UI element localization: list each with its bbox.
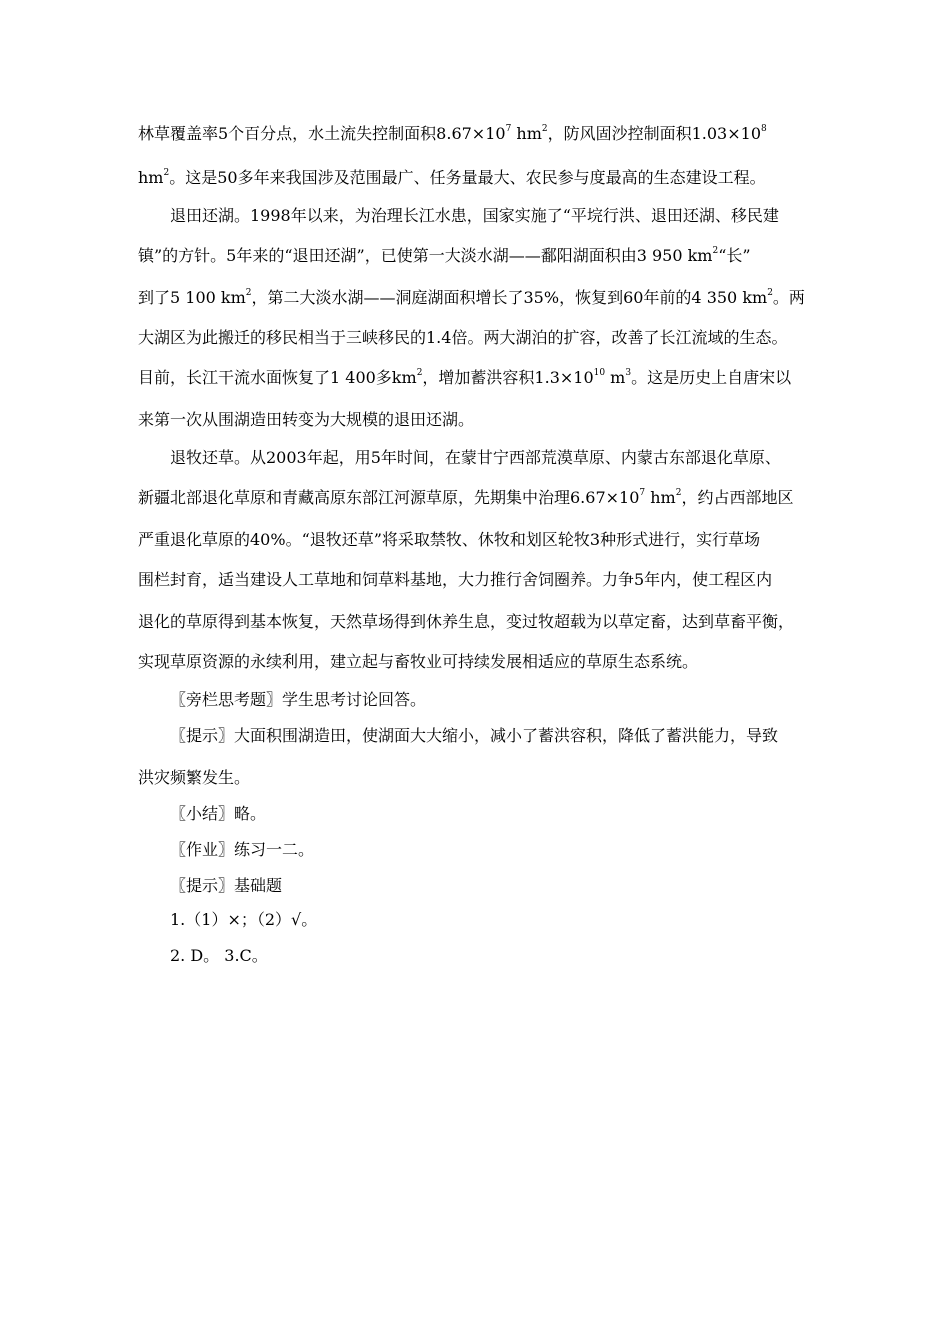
hint-basic-line: 〖提示〗基础题 bbox=[170, 876, 283, 895]
paragraph-line: $hm^2$。这是50多年来我国涉及范围最广、任务量最大、农民参与度最高的生态建设工程。 bbox=[138, 167, 766, 187]
paragraph-line: 林草覆盖率5个百分点，水土流失控制面积$8.67\times 10^7$ $hm^2$，防风固沙控制面积$1.03\times 10^8$ bbox=[138, 123, 767, 143]
hint-line: 〖提示〗大面积围湖造田，使湖面大大缩小，减小了蓄洪容积，降低了蓄洪能力，导致 bbox=[170, 726, 779, 745]
paragraph-line: 到了5 100 $km^2$，第二大淡水湖——洞庭湖面积增长了35%，恢复到60年前的4 350 $km^2$。两 bbox=[138, 287, 805, 307]
paragraph-line: 退牧还草。从2003年起，用5年时间，在蒙甘宁西部荒漠草原、内蒙古东部退化草原、 bbox=[170, 448, 781, 467]
answer-line-2: 2. D。 3.C。 bbox=[170, 946, 268, 965]
paragraph-line: 退田还湖。1998年以来，为治理长江水患，国家实施了“平垸行洪、退田还湖、移民建 bbox=[170, 206, 779, 225]
paragraph-line: 目前，长江干流水面恢复了1 400多$km^2$，增加蓄洪容积$1.3\times 10^{10}$ $m^3$。这是历史上自唐宋以 bbox=[138, 367, 792, 387]
paragraph-line: 实现草原资源的永续利用，建立起与畜牧业可持续发展相适应的草原生态系统。 bbox=[138, 652, 699, 671]
paragraph-line: 来第一次从围湖造田转变为大规模的退田还湖。 bbox=[138, 410, 475, 429]
paragraph-line: 退化的草原得到基本恢复，天然草场得到休养生息，变过牧超载为以草定畜，达到草畜平衡， bbox=[138, 612, 795, 631]
paragraph-line: 大湖区为此搬迁的移民相当于三峡移民的1.4倍。两大湖泊的扩容，改善了长江流域的生态。 bbox=[138, 328, 788, 347]
sidebar-question-line: 〖旁栏思考题〗学生思考讨论回答。 bbox=[170, 690, 427, 709]
hint-line: 洪灾频繁发生。 bbox=[138, 768, 251, 787]
paragraph-line: 围栏封育，适当建设人工草地和饲草料基地，大力推行舍饲圈养。力争5年内，使工程区内 bbox=[138, 570, 773, 589]
paragraph-line: 严重退化草原的40%。“退牧还草”将采取禁牧、休牧和划区轮牧3种形式进行，实行草场 bbox=[138, 530, 761, 549]
answer-line-1: 1.（1）×；（2）√。 bbox=[170, 910, 318, 929]
paragraph-line: 新疆北部退化草原和青藏高原东部江河源草原，先期集中治理$6.67\times 10^7$ $hm^2$，约占西部地区 bbox=[138, 487, 794, 507]
paragraph-line: 镇”的方针。5年来的“退田还湖”，已使第一大淡水湖——鄱阳湖面积由3 950 $km^2“$长” bbox=[138, 245, 751, 265]
summary-line: 〖小结〗略。 bbox=[170, 804, 267, 823]
homework-line: 〖作业〗练习一二。 bbox=[170, 840, 315, 859]
